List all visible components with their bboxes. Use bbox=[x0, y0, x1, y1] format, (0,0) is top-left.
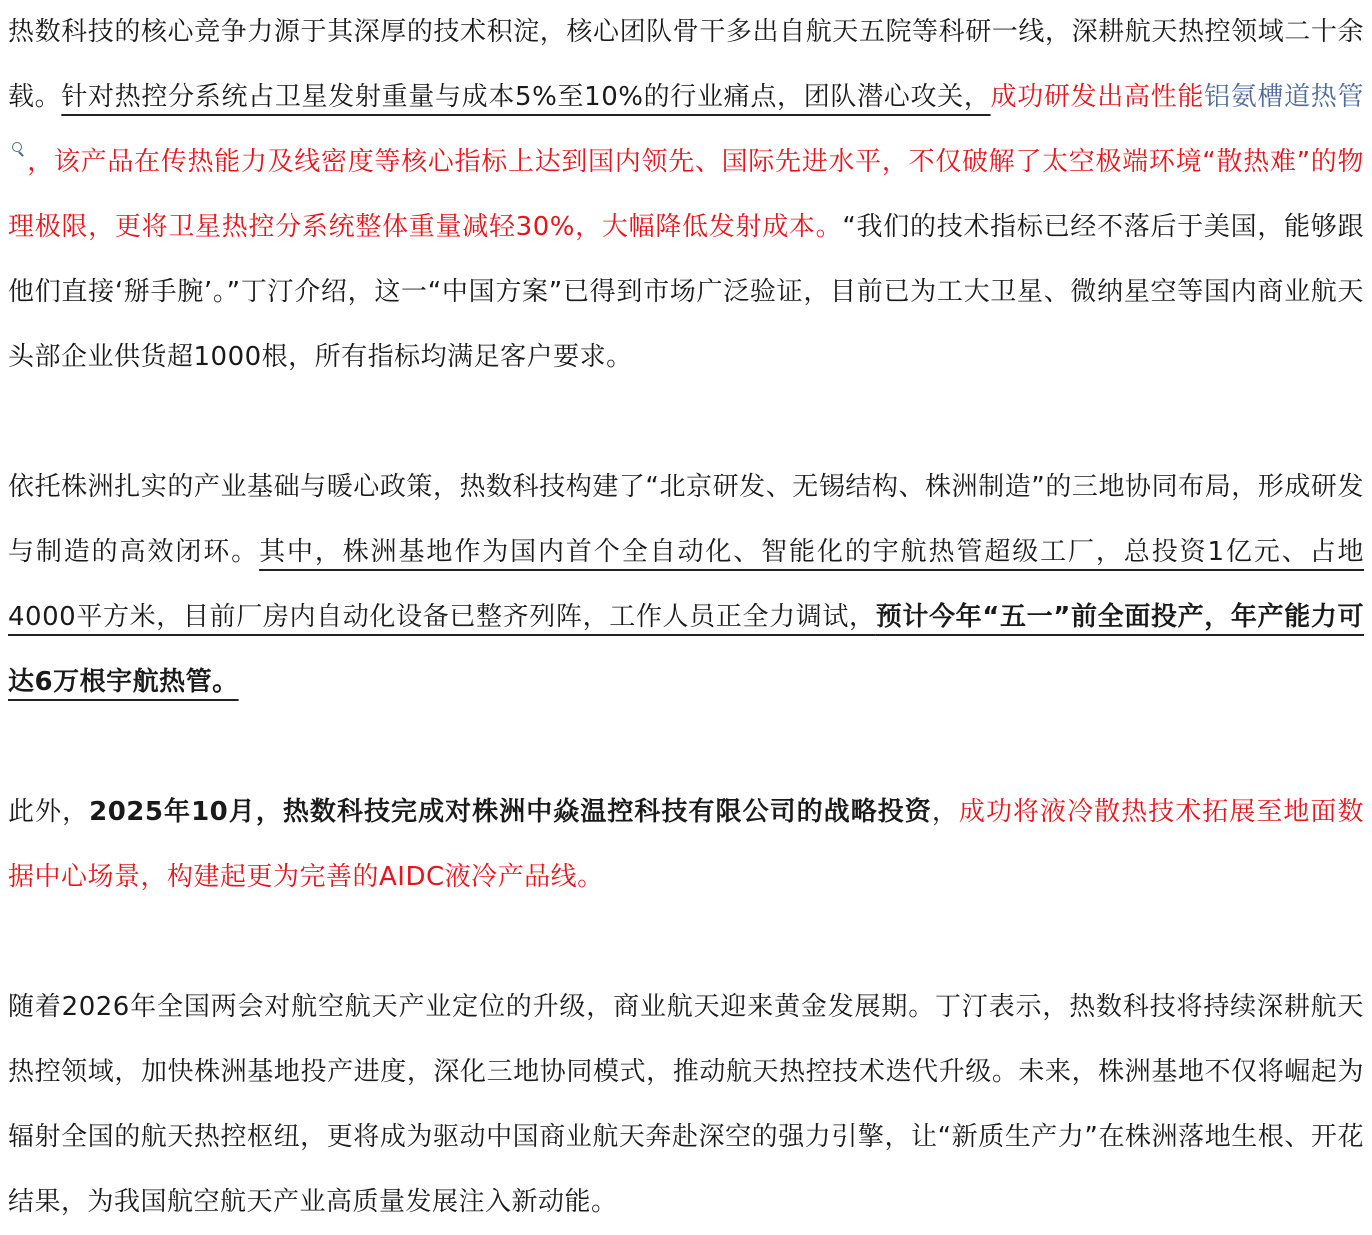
text-underlined-pain-point: 针对热控分系统占卫星发射重量与成本5%至10%的行业痛点，团队潜心攻关， bbox=[61, 82, 991, 112]
text-bold-production-forecast: 预计今年“五一”前全面投产，年产能力可达6万根宇航热管。 bbox=[8, 602, 1364, 697]
text-red-liquid-cooling: 成功将液冷散热技术拓展至地面数据中心场景，构建起更为完善的AIDC液冷产品线。 bbox=[8, 797, 1364, 892]
article-body bbox=[8, 0, 1364, 1235]
paragraph-three-site-layout bbox=[8, 455, 1364, 715]
text-comma: ， bbox=[931, 797, 959, 827]
paragraph-core-competence bbox=[8, 0, 1364, 390]
text-besides: 此外， bbox=[8, 797, 90, 827]
text-bold-investment: 2025年10月，热数科技完成对株洲中焱温控科技有限公司的战略投资 bbox=[89, 797, 932, 827]
paragraph-strategic-investment bbox=[8, 780, 1364, 910]
search-icon[interactable] bbox=[11, 142, 25, 158]
text-red-product-intro: 成功研发出高性能 bbox=[990, 82, 1205, 112]
text-underlined-zhuzhou-base: 其中，株洲基地作为国内首个全自动化、智能化的宇航热管超级工厂，总投资1亿元、占地4000平方米，目前厂房内自动化设备已整齐列阵，工作人员正全力调试， bbox=[8, 537, 1364, 632]
text-quote-and-supply: “我们的技术指标已经不落后于美国，能够跟他们直接‘掰手腕’。”丁汀介绍，这一“中国方案”已得到市场广泛验证，目前已为工大卫星、微纳星空等国内商业航天头部企业供货超1000根，所有指标均满足客户要求。 bbox=[8, 212, 1364, 372]
link-heat-pipe-search[interactable]: 铝氨槽道热管 bbox=[1204, 82, 1364, 112]
text-layout-intro: 依托株洲扎实的产业基础与暖心政策，热数科技构建了“北京研发、无锡结构、株洲制造”的三地协同布局，形成研发与制造的高效闭环。 bbox=[8, 472, 1364, 567]
paragraph-outlook bbox=[8, 975, 1364, 1235]
text-red-product-performance: ，该产品在传热能力及线密度等核心指标上达到国内领先、国际先进水平，不仅破解了太空极端环境“散热难”的物理极限，更将卫星热控分系统整体重量减轻30%，大幅降低发射成本。 bbox=[8, 147, 1364, 242]
text-team-background: 热数科技的核心竞争力源于其深厚的技术积淀，核心团队骨干多出自航天五院等科研一线，深耕航天热控领域二十余载。 bbox=[8, 17, 1364, 112]
text-future-outlook: 随着2026年全国两会对航空航天产业定位的升级，商业航天迎来黄金发展期。丁汀表示，热数科技将持续深耕航天热控领域，加快株洲基地投产进度，深化三地协同模式，推动航天热控技术迭代升级。未来，株洲基地不仅将崛起为辐射全国的航天热控枢纽，更将成为驱动中国商业航天奔赴深空的强力引擎，让“新质生产力”在株洲落地生根、开花结果，为我国航空航天产业高质量发展注入新动能。 bbox=[8, 992, 1364, 1217]
